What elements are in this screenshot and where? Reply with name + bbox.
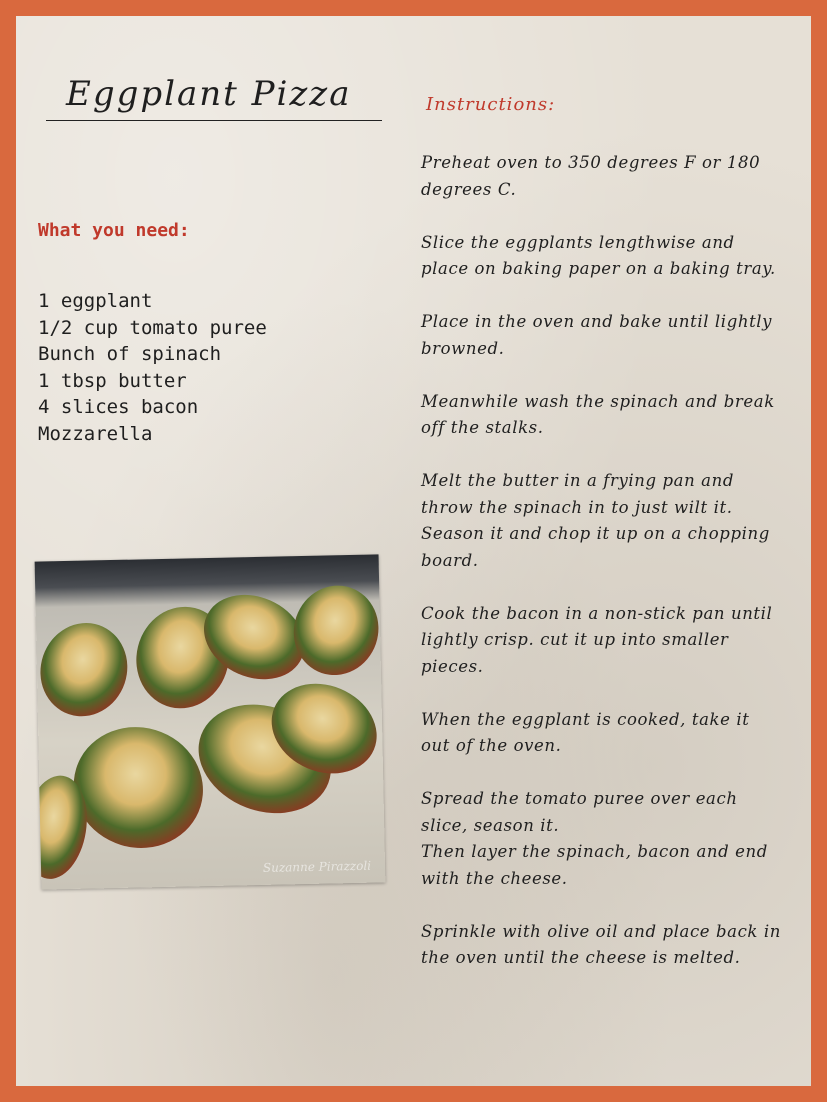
ingredient-item: 1 eggplant	[38, 290, 153, 312]
recipe-card	[16, 16, 811, 1086]
ingredient-item: 1/2 cup tomato puree	[38, 316, 267, 339]
instruction-step: Sprinkle with olive oil and place back in the oven until the cheese is melted.	[421, 921, 781, 967]
eggplant-pizza-photo	[35, 554, 386, 889]
instruction-step: Melt the butter in a frying pan and throw the spinach in to just wilt it. Season it and chop it up on a chopping board.	[421, 471, 770, 570]
instruction-step: When the eggplant is cooked, take it out of the oven.	[421, 709, 750, 755]
ingredients-list	[38, 288, 267, 447]
recipe-title: Eggplant Pizza	[66, 74, 352, 114]
instruction-step: Preheat oven to 350 degrees F or 180 degrees C.	[421, 153, 761, 199]
instruction-step: Place in the oven and bake until lightly browned.	[421, 312, 773, 358]
photo-slice	[282, 574, 386, 686]
instructions-list	[421, 150, 781, 998]
instruction-step: Cook the bacon in a non-stick pan until lightly crisp. cut it up into smaller pieces.	[421, 603, 773, 676]
ingredients-heading: What you need:	[38, 220, 190, 241]
ingredient-item: 4 slices bacon	[38, 396, 199, 418]
photo-watermark: Suzanne Pirazzoli	[262, 858, 372, 875]
title-underline	[46, 120, 382, 121]
instruction-step: Spread the tomato puree over each slice, season it. Then layer the spinach, bacon and end with the cheese.	[421, 789, 768, 888]
photo-slice	[35, 611, 140, 728]
ingredient-item: Mozzarella	[38, 422, 153, 445]
ingredient-item: 1 tbsp butter	[38, 369, 187, 392]
instruction-step: Meanwhile wash the spinach and break off the stalks.	[421, 391, 775, 437]
ingredient-item: Bunch of spinach	[38, 343, 222, 365]
instruction-step: Slice the eggplants lengthwise and place on baking paper on a baking tray.	[421, 232, 776, 278]
instructions-heading: Instructions:	[426, 94, 556, 115]
